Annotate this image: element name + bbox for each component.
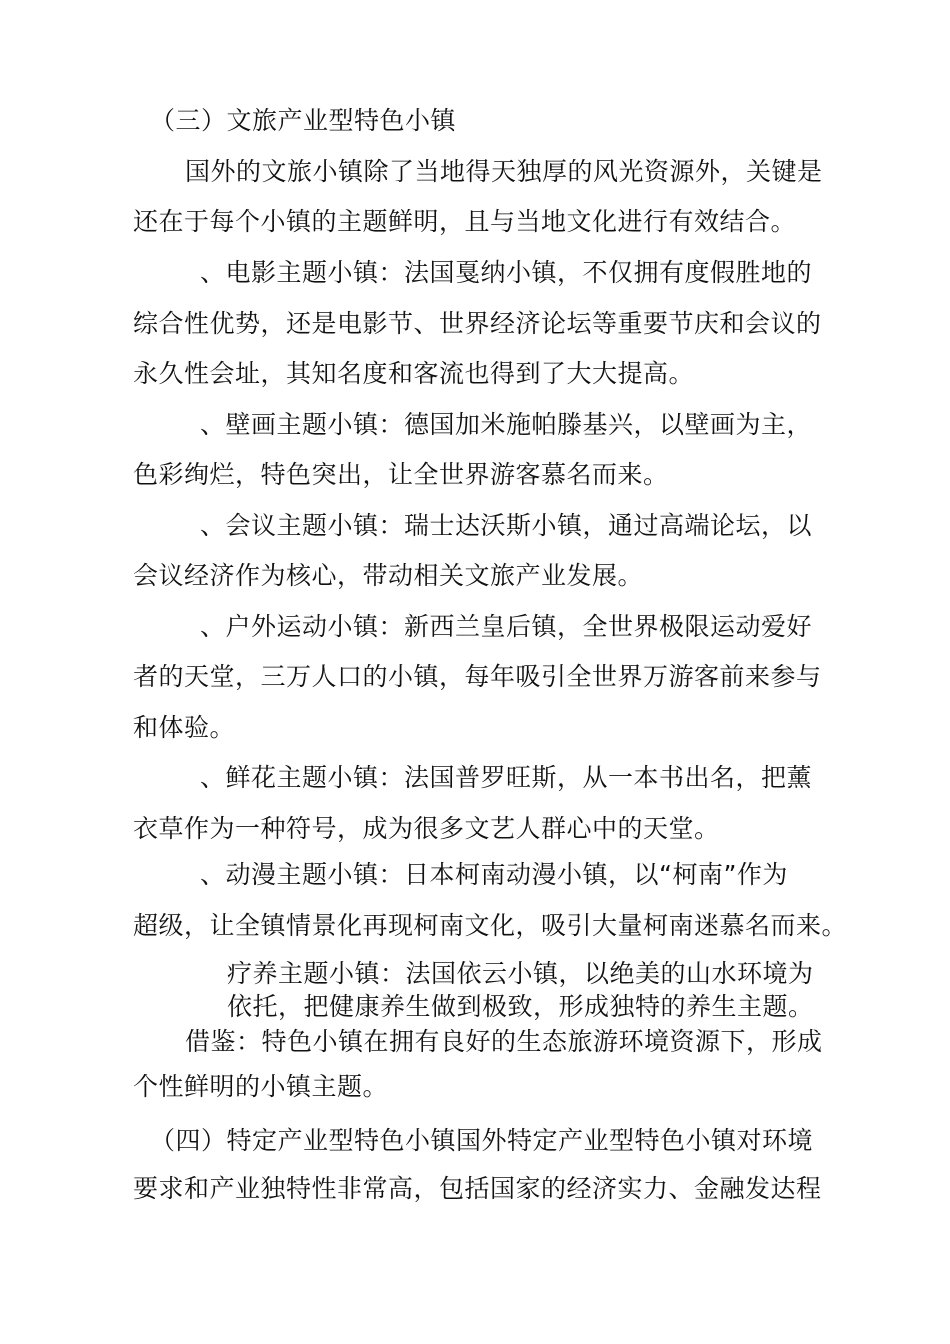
paragraph-line: 疗养主题小镇：法国依云小镇，以绝美的山水环境为 [227, 959, 814, 988]
paragraph-line: 还在于每个小镇的主题鲜明，且与当地文化进行有效结合。 [133, 207, 797, 236]
paragraph-line: 综合性优势，还是电影节、世界经济论坛等重要节庆和会议的 [133, 309, 822, 338]
paragraph-line: 国外的文旅小镇除了当地得天独厚的风光资源外，关键是 [185, 157, 823, 186]
paragraph-line: 和体验。 [133, 713, 236, 742]
paragraph-line: 超级，让全镇情景化再现柯南文化，吸引大量柯南迷慕名而来。 [133, 911, 848, 940]
paragraph-line: 依托，把健康养生做到极致，形成独特的养生主题。 [227, 992, 814, 1021]
section-heading-3: （三）文旅产业型特色小镇 [150, 106, 457, 135]
paragraph-line: 永久性会址，其知名度和客流也得到了大大提高。 [133, 359, 695, 388]
paragraph-line: 要求和产业独特性非常高，包括国家的经济实力、金融发达程 [133, 1174, 822, 1203]
paragraph-line: 、动漫主题小镇：日本柯南动漫小镇，以“柯南”作为 [200, 860, 788, 889]
paragraph-line: 、会议主题小镇：瑞士达沃斯小镇，通过高端论坛，以 [200, 511, 813, 540]
section-heading-4: （四）特定产业型特色小镇国外特定产业型特色小镇对环境 [150, 1126, 814, 1155]
paragraph-line: 、户外运动小镇：新西兰皇后镇，全世界极限运动爱好 [200, 612, 813, 641]
paragraph-line: 个性鲜明的小镇主题。 [133, 1072, 389, 1101]
paragraph-line: 衣草作为一种符号，成为很多文艺人群心中的天堂。 [133, 814, 720, 843]
paragraph-line: 、电影主题小镇：法国戛纳小镇，不仅拥有度假胜地的 [200, 258, 813, 287]
paragraph-line: 色彩绚烂，特色突出，让全世界游客慕名而来。 [133, 460, 669, 489]
paragraph-line: 借鉴：特色小镇在拥有良好的生态旅游环境资源下，形成 [185, 1027, 823, 1056]
paragraph-line: 、鲜花主题小镇：法国普罗旺斯，从一本书出名，把薰 [200, 763, 813, 792]
paragraph-line: 者的天堂，三万人口的小镇，每年吸引全世界万游客前来参与 [133, 662, 822, 691]
paragraph-line: 会议经济作为核心，带动相关文旅产业发展。 [133, 561, 644, 590]
paragraph-line: 、壁画主题小镇：德国加米施帕滕基兴，以壁画为主， [200, 410, 813, 439]
